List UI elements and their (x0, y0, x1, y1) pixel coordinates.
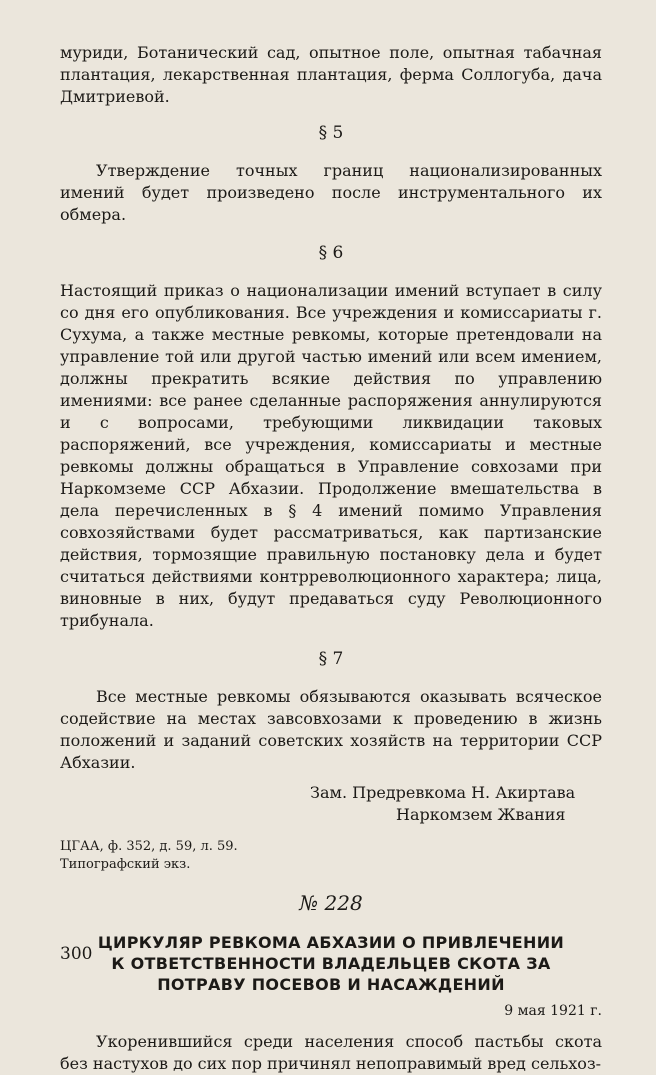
signature-deputy-chairman: Зам. Предревкома Н. Акиртава (310, 783, 576, 802)
document-title (60, 932, 602, 995)
paragraph-local-revkoms: Все местные ревкомы обязываются оказывать всяческое содействие на местах завсовхозами к проведению в жизнь положений и заданий советских хозяйств на территории ССР Абхазии. (60, 687, 602, 772)
document-date: 9 мая 1921 г. (504, 1003, 602, 1019)
archive-reference (60, 838, 602, 874)
archive-ref-line: ЦГАА, ф. 352, д. 59, л. 59. (60, 839, 238, 854)
signature-narkomzem: Наркомзем Жвания (396, 805, 566, 824)
paragraph-cattle-grazing: Укоренившийся среди населения способ пастьбы скота без настухов до сих пор причинял непоправимый вред сельхоз- (60, 1032, 602, 1073)
document-number: № 228 (299, 891, 363, 915)
section-heading-5: § 5 (318, 123, 344, 143)
paragraph-estates-list: муриди, Ботанический сад, опытное поле, опытная табачная плантация, лекарственная плантация, ферма Соллогуба, дача Дмитриевой. (60, 43, 602, 106)
section-heading-6: § 6 (318, 243, 344, 263)
signature-block (60, 782, 602, 826)
page-number: 300 (60, 944, 93, 964)
section-heading-7: § 7 (318, 649, 344, 669)
title-line-2: К ОТВЕТСТВЕННОСТИ ВЛАДЕЛЬЦЕВ СКОТА ЗА (111, 954, 551, 973)
title-line-1: ЦИРКУЛЯР РЕВКОМА АБХАЗИИ О ПРИВЛЕЧЕНИИ (97, 933, 565, 952)
paragraph-boundaries: Утверждение точных границ национализированных имений будет произведено после инструментального их обмера. (60, 161, 602, 224)
archive-type-line: Типографский экз. (60, 857, 191, 872)
title-line-3: ПОТРАВУ ПОСЕВОВ И НАСАЖДЕНИЙ (157, 975, 505, 994)
paragraph-order-effect: Настоящий приказ о национализации имений вступает в силу со дня его опубликования. Все учреждения и комиссариаты г. Сухума, а также местные ревкомы, которые претендовали на управление той или другой частью имений или всем имением, должны прекратить всякие действия по управлению имениями: все ранее сделанные распоряжения аннулируются и с вопросами, требующими ликвидации таковых распоряжений, все учреждения, комиссариаты и местные ревкомы должны обращаться в Управление совхозами при Наркомземе ССР Абхазии. Продолжение вмешательства в дела перечисленных в § 4 имений помимо Управления совхозяйствами будет рассматриваться, как партизанские действия, тормозящие правильную постановку дела и будет считаться действиями контрреволюционного характера; лица, виновные в них, будут предаваться суду Революционного трибунала. (60, 281, 602, 630)
